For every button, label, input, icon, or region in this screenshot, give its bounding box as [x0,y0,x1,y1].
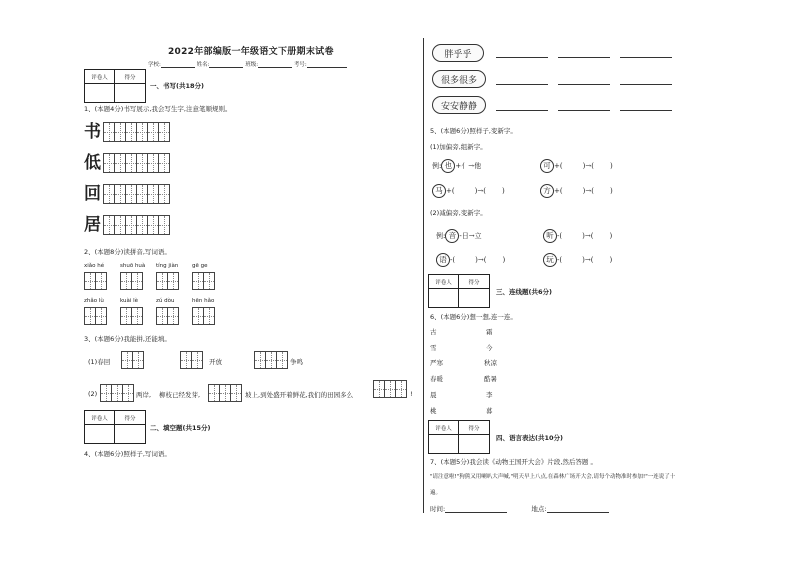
circle-char: 语 [436,253,450,267]
score-label: 得分 [115,411,145,425]
char-ju: 居 [84,215,101,235]
circle-char: 玩 [543,253,557,267]
pinyin-1: xiǎo hé [84,263,105,269]
close-paren: ) [609,187,613,195]
example-label: 例: [432,162,442,170]
question-3-prompt: 3、(本题6分)我能拼,还能填。 [84,335,171,343]
score-table-3 [428,274,490,308]
circle-char: 音 [445,229,459,243]
match-right-2[interactable]: 今 [486,344,493,352]
answer-line-1b[interactable] [558,57,610,58]
arrow-paren: )→( [582,187,594,195]
match-left-5[interactable]: 晨 [430,391,437,399]
match-left-2[interactable]: 雪 [430,344,437,352]
question-5-prompt: 5、(本题6分)照样子,变新字。 [430,127,517,135]
pinyin-8: hēn hǎo [192,298,215,304]
close-paren: ) [609,256,613,264]
score-label: 得分 [115,70,145,84]
section-title-match: 三、连线题(共6分) [496,288,552,296]
circle-char: 可 [540,159,554,173]
score-cell[interactable] [115,425,145,443]
answer-line-2b[interactable] [558,84,610,85]
question-7-prompt: 7、(本题5分)我会读《动物王国开大会》片段,然后答题 。 [430,458,597,466]
minus-paren: -( [557,256,563,264]
q7-answer-line [430,504,609,513]
q7-passage-line2: 遍。 [430,490,442,496]
q5-add-1 [540,159,613,173]
exam-no-field[interactable] [307,67,347,68]
q7-passage-line1: "请注意啦!"狗熊又用喇叭大声喊,"明天早上八点,在森林广场开大会,请每个动物准时参加!"一连说了十 [430,474,676,480]
char-hui: 回 [84,184,101,204]
match-right-3[interactable]: 秋凉 [484,359,497,367]
example-pill-2: 很多很多 [432,70,486,88]
answer-line-3b[interactable] [558,110,610,111]
q3-line2-a: 两岸, [136,391,152,399]
student-info-line [148,60,347,68]
q3-line1-prefix: (1)春回 [88,358,111,366]
answer-line-2a[interactable] [496,84,548,85]
q5-sub-3 [543,253,612,267]
arrow-paren: )→( [582,256,594,264]
q5-example-1 [432,159,481,173]
q3-line2-grid-c[interactable] [373,380,406,398]
match-right-1[interactable]: 霜 [486,328,493,336]
q3-line1-grid-a[interactable] [121,351,143,369]
pinyin-grid-6[interactable] [120,307,142,325]
arrow-paren: )→( [474,187,486,195]
question-1-prompt: 1、(本题4分)书写展示,我会写生字,注意笔顺规则。 [84,105,232,113]
name-field[interactable] [209,67,243,68]
reviewer-label: 评卷人 [85,411,115,425]
score-table-4 [428,420,490,454]
reviewer-cell[interactable] [429,289,459,307]
q5-sub1: (1)加偏旁,组新字。 [430,143,487,151]
reviewer-label: 评卷人 [429,421,459,435]
section-title-fill: 二、填空题(共15分) [150,424,211,432]
pinyin-grid-7[interactable] [156,307,178,325]
reviewer-label: 评卷人 [429,275,459,289]
arrow-paren: )→( [475,256,487,264]
q3-line2-end: ! [410,390,413,398]
match-right-4[interactable]: 酷暑 [484,375,497,383]
close-paren: ) [609,162,613,170]
exam-no-label: 考号: [293,62,307,68]
example-rest: +亻→他 [455,162,482,170]
q3-line2-prefix: (2) [88,390,98,398]
answer-line-3c[interactable] [620,110,672,111]
match-left-6[interactable]: 桃 [430,407,437,415]
score-cell[interactable] [459,289,489,307]
example-rest: -日→立 [459,232,482,240]
pinyin-4: gē ge [192,263,208,269]
q3-line1-mid: 开放 [209,358,222,366]
writing-grid-row-4[interactable] [103,215,169,235]
school-field[interactable] [161,67,195,68]
reviewer-cell[interactable] [429,435,459,453]
score-cell[interactable] [115,84,145,102]
q5-example-2 [436,229,482,243]
q3-line1-grid-c[interactable] [254,351,276,369]
q5-sub-2 [436,253,505,267]
answer-line-3a[interactable] [496,110,548,111]
pinyin-2: shuō huà [120,263,146,269]
match-right-5[interactable]: 李 [486,391,493,399]
place-label: 地点: [531,505,547,513]
score-label: 得分 [459,275,489,289]
example-pill-1: 胖乎乎 [432,44,484,62]
question-6-prompt: 6、(本题6分)想一想,连一连。 [430,313,517,321]
reviewer-cell[interactable] [85,84,115,102]
score-label: 得分 [459,421,489,435]
time-field[interactable] [445,512,507,513]
plus-paren: +( [554,162,563,170]
q5-sub2: (2)减偏旁,变新字。 [430,209,487,217]
reviewer-cell[interactable] [85,425,115,443]
char-shu: 书 [84,122,101,142]
arrow-paren: )→( [582,232,594,240]
circle-char: 马 [432,184,446,198]
arrow-paren: )→( [582,162,594,170]
column-divider [423,38,424,513]
q5-add-2 [432,184,505,198]
plus-paren: +( [446,187,455,195]
char-di: 低 [84,153,101,173]
page-title: 2022年部编版一年级语文下册期末试卷 [168,47,334,57]
q3-line1-grid-b[interactable] [180,351,202,369]
plus-paren: +( [554,187,563,195]
answer-line-1a[interactable] [496,57,548,58]
pinyin-6: kuài lè [120,298,139,304]
pinyin-grid-2[interactable] [120,272,142,290]
match-right-6[interactable]: 暮 [486,407,493,415]
q5-add-3 [540,184,613,198]
name-label: 姓名: [196,62,210,68]
question-2-prompt: 2、(本题8分)读拼音,写词语。 [84,248,171,256]
pinyin-grid-5[interactable] [84,307,106,325]
match-left-1[interactable]: 古 [430,328,437,336]
pinyin-grid-8[interactable] [192,307,214,325]
circle-char: 方 [540,184,554,198]
minus-paren: -( [450,256,456,264]
close-paren: ) [609,232,613,240]
q3-line2-c: 坡上,到处盛开着鲜花,我们的田园多么 [245,391,354,399]
pinyin-grid-1[interactable] [84,272,106,290]
writing-grid-row-1[interactable] [103,122,169,142]
match-left-3[interactable]: 严寒 [430,359,443,367]
answer-line-2c[interactable] [620,84,672,85]
class-field[interactable] [258,67,292,68]
minus-paren: -( [557,232,563,240]
reviewer-label: 评卷人 [85,70,115,84]
writing-grid-row-2[interactable] [103,153,169,173]
q3-line1-end: 争鸣 [290,358,303,366]
match-left-4[interactable]: 春暖 [430,375,443,383]
close-paren: ) [502,256,506,264]
pinyin-3: tíng jiàn [156,263,179,269]
question-4-prompt: 4、(本题6分)照样子,写词语。 [84,450,171,458]
section-title-writing: 一、书写(共18分) [150,82,204,90]
circle-char: 听 [543,229,557,243]
q5-sub-1 [543,229,612,243]
q3-line2-grid-b[interactable] [208,384,241,402]
writing-grid-row-3[interactable] [103,184,169,204]
place-field[interactable] [547,512,609,513]
score-table-2 [84,410,146,444]
answer-line-1c[interactable] [620,57,672,58]
section-title-expression: 四、语言表达(共10分) [496,434,563,442]
q3-line1-grid-d[interactable] [276,351,287,369]
close-paren: ) [501,187,505,195]
score-cell[interactable] [459,435,489,453]
school-label: 学校: [148,62,161,68]
class-label: 班级: [245,62,259,68]
pinyin-grid-4[interactable] [192,272,214,290]
q3-line2-b: 柳枝已经发芽, [159,391,201,399]
pinyin-7: zú dòu [156,298,175,304]
score-table-1 [84,69,146,103]
pinyin-grid-3[interactable] [156,272,178,290]
q3-line2-grid-a[interactable] [100,384,133,402]
example-pill-3: 安安静静 [432,96,486,114]
pinyin-5: zhǎo lù [84,298,104,304]
time-label: 时间: [430,505,446,513]
example-label: 例: [436,232,446,240]
circle-char: 也 [441,159,455,173]
